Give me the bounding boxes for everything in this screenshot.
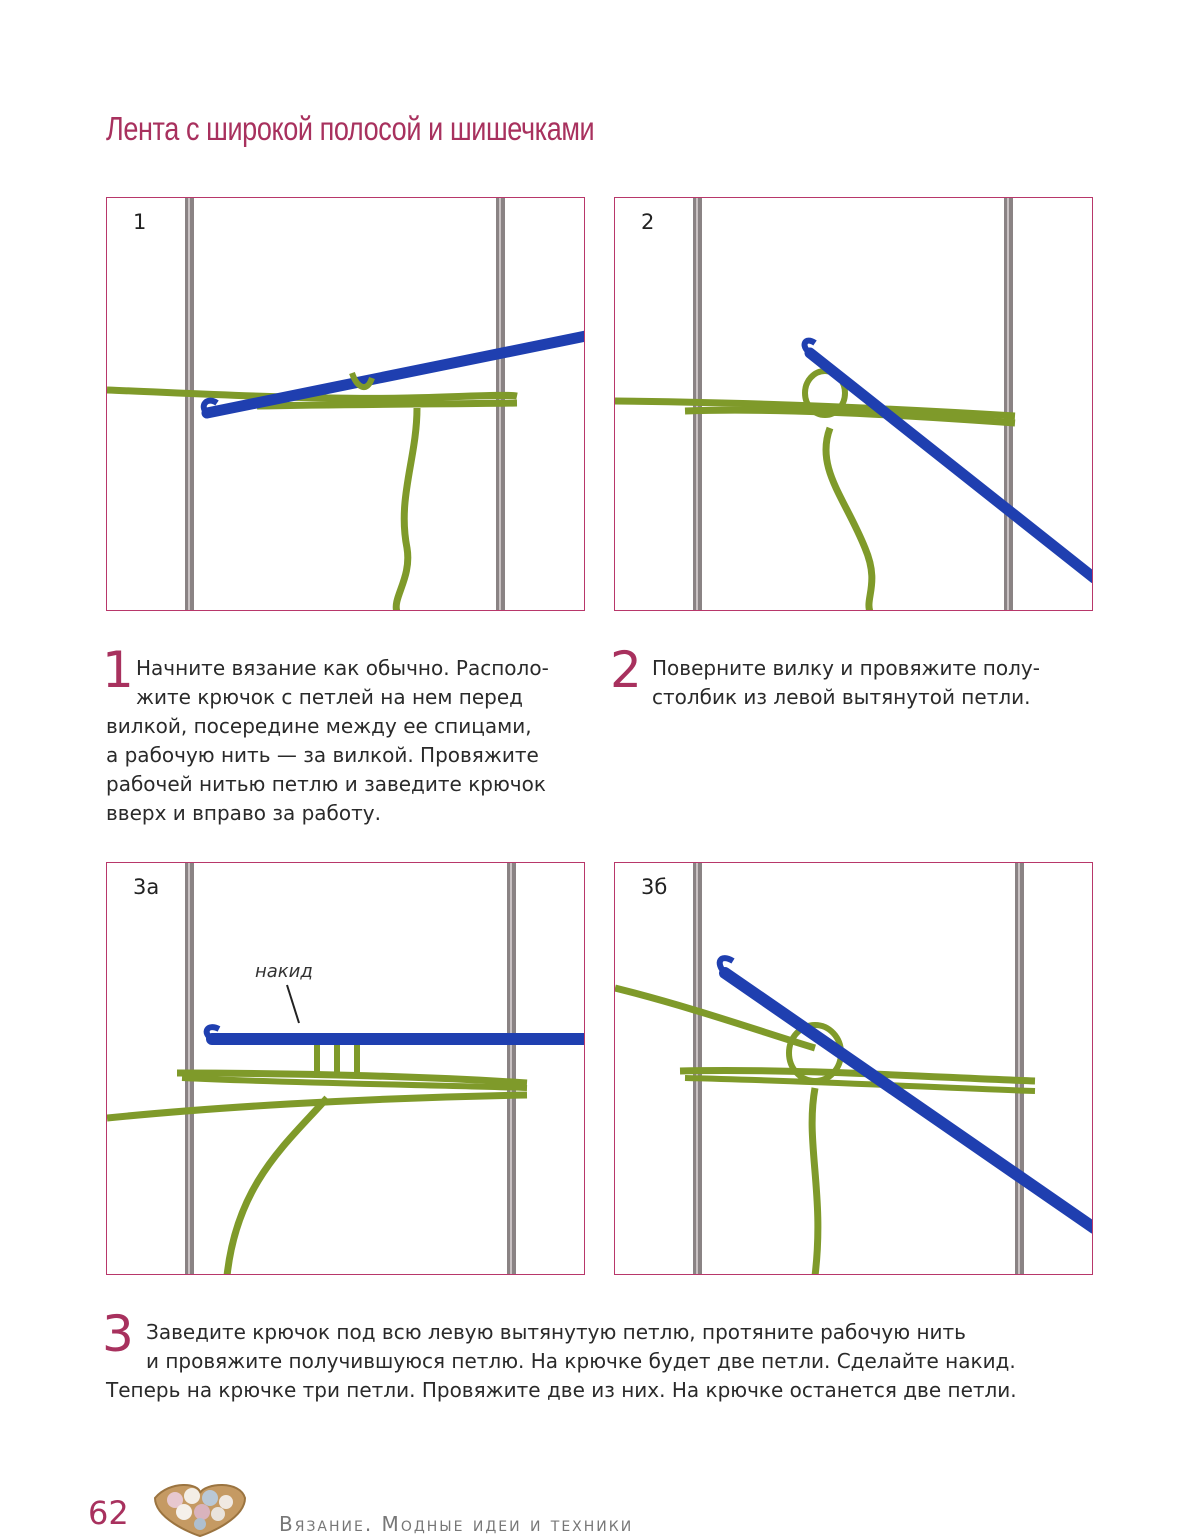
photo-step-2	[614, 197, 1093, 611]
crochet-photo-3b	[615, 863, 1093, 1275]
step-2-number: 2	[610, 641, 642, 699]
yarn-basket-icon	[150, 1478, 250, 1538]
crochet-photo-3a	[107, 863, 585, 1275]
step-1-line: вверх и вправо за работу.	[106, 801, 381, 825]
page-title: Лента с широкой полосой и шишечками	[106, 110, 595, 147]
step-1-number: 1	[102, 641, 134, 699]
step-1-line: Начните вязание как обычно. Располо-	[136, 656, 549, 680]
step-2-caption	[610, 641, 1094, 712]
photo-step-1	[106, 197, 585, 611]
step-1-line: вилкой, посередине между ее спицами,	[106, 714, 532, 738]
crochet-photo-2	[615, 198, 1093, 611]
step-1-line: жите крючок с петлей на нем перед	[136, 685, 523, 709]
step-1-caption	[102, 641, 586, 828]
photo-step-3a	[106, 862, 585, 1275]
photo-label: 1	[121, 208, 158, 236]
photo-label: 2	[629, 208, 666, 236]
crochet-photo-1	[107, 198, 585, 611]
step-3-line: Заведите крючок под всю левую вытянутую петлю, протяните рабочую нить	[146, 1320, 966, 1344]
step-3-line: Теперь на крючке три петли. Провяжите две из них. На крючке останется две петли.	[106, 1378, 1017, 1402]
step-2-line: Поверните вилку и провяжите полу-	[652, 656, 1040, 680]
callout-label: накид	[255, 961, 313, 982]
step-3-number: 3	[102, 1305, 134, 1363]
page-number: 62	[88, 1494, 129, 1532]
photo-label: 3б	[629, 873, 679, 901]
step-2-line: столбик из левой вытянутой петли.	[652, 685, 1031, 709]
photo-label: 3а	[121, 873, 171, 901]
book-title: Вязание. Модные идеи и техники	[279, 1512, 634, 1536]
step-3-caption	[102, 1305, 1106, 1405]
photo-step-3b	[614, 862, 1093, 1275]
step-1-line: а рабочую нить — за вилкой. Провяжите	[106, 743, 539, 767]
step-3-line: и провяжите получившуюся петлю. На крючке будет две петли. Сделайте накид.	[146, 1349, 1016, 1373]
step-1-line: рабочей нитью петлю и заведите крючок	[106, 772, 546, 796]
